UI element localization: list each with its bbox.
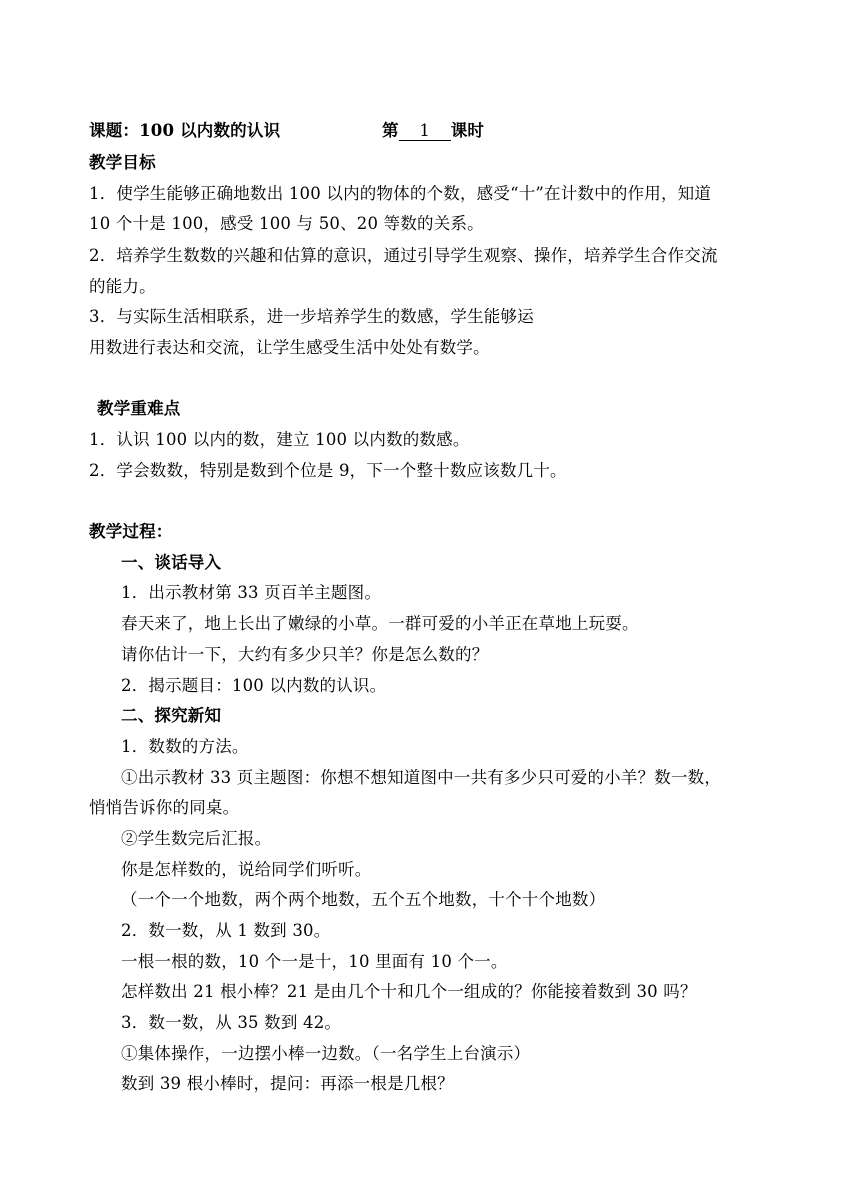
process-line: 悄悄告诉你的同桌。	[89, 798, 240, 817]
process-line: 3．数一数，从 35 数到 42。	[121, 1013, 342, 1032]
process-line: （一个一个地数，两个两个地数，五个五个地数，十个十个地数）	[121, 890, 606, 909]
process-line: 春天来了，地上长出了嫩绿的小草。一群可爱的小羊正在草地上玩耍。	[121, 614, 639, 633]
objective-line: 2．培养学生数数的兴趣和估算的意识，通过引导学生观察、操作，培养学生合作交流	[89, 246, 718, 265]
process-line: 1．数数的方法。	[121, 737, 249, 756]
section-title: 一、谈话导入	[121, 553, 222, 572]
objective-line: 1．使学生能够正确地数出 100 以内的物体的个数，感受“十”在计数中的作用，知道	[89, 184, 712, 203]
section-title: 二、探究新知	[121, 706, 222, 725]
header-line	[89, 121, 485, 141]
objectives-heading: 教学目标	[89, 153, 156, 172]
process-line: 2．揭示题目：100 以内数的认识。	[121, 676, 387, 695]
objective-line: 的能力。	[89, 277, 156, 296]
lesson-suffix: 课时	[450, 121, 485, 140]
process-line: 2．数一数，从 1 数到 30。	[121, 921, 331, 940]
key-point-line: 1．认识 100 以内的数，建立 100 以内数的数感。	[89, 430, 470, 449]
lesson-period	[382, 121, 484, 141]
objective-line: 3．与实际生活相联系，进一步培养学生的数感，学生能够运	[89, 307, 534, 326]
process-line: 数到 39 根小棒时，提问：再添一根是几根？	[121, 1074, 454, 1093]
process-heading: 教学过程：	[89, 522, 173, 541]
process-line: ①出示教材 33 页主题图：你想不想知道图中一共有多少只可爱的小羊？数一数，	[121, 768, 722, 787]
process-line: 请你估计一下，大约有多少只羊？你是怎么数的？	[121, 645, 489, 664]
objective-line: 10 个十是 100，感受 100 与 50、20 等数的关系。	[89, 214, 484, 233]
lesson-number: 1	[399, 122, 451, 141]
key-point-line: 2．学会数数，特别是数到个位是 9，下一个整十数应该数几十。	[89, 461, 567, 480]
lesson-prefix: 第	[382, 121, 399, 140]
process-line: 你是怎样数的，说给同学们听听。	[121, 860, 372, 879]
key-points-heading: 教学重难点	[97, 399, 181, 418]
objective-line: 用数进行表达和交流，让学生感受生活中处处有数学。	[89, 338, 490, 357]
process-line: 1．出示教材第 33 页百羊主题图。	[121, 583, 382, 602]
process-line: 一根一根的数，10 个一是十，10 里面有 10 个一。	[121, 952, 508, 971]
process-line: 怎样数出 21 根小棒？21 是由几个十和几个一组成的？你能接着数到 30 吗？	[121, 982, 697, 1001]
topic-title: 课题：100 以内数的认识	[89, 121, 281, 140]
process-line: ①集体操作，一边摆小棒一边数。（一名学生上台演示）	[121, 1044, 531, 1063]
process-line: ②学生数完后汇报。	[121, 829, 272, 848]
